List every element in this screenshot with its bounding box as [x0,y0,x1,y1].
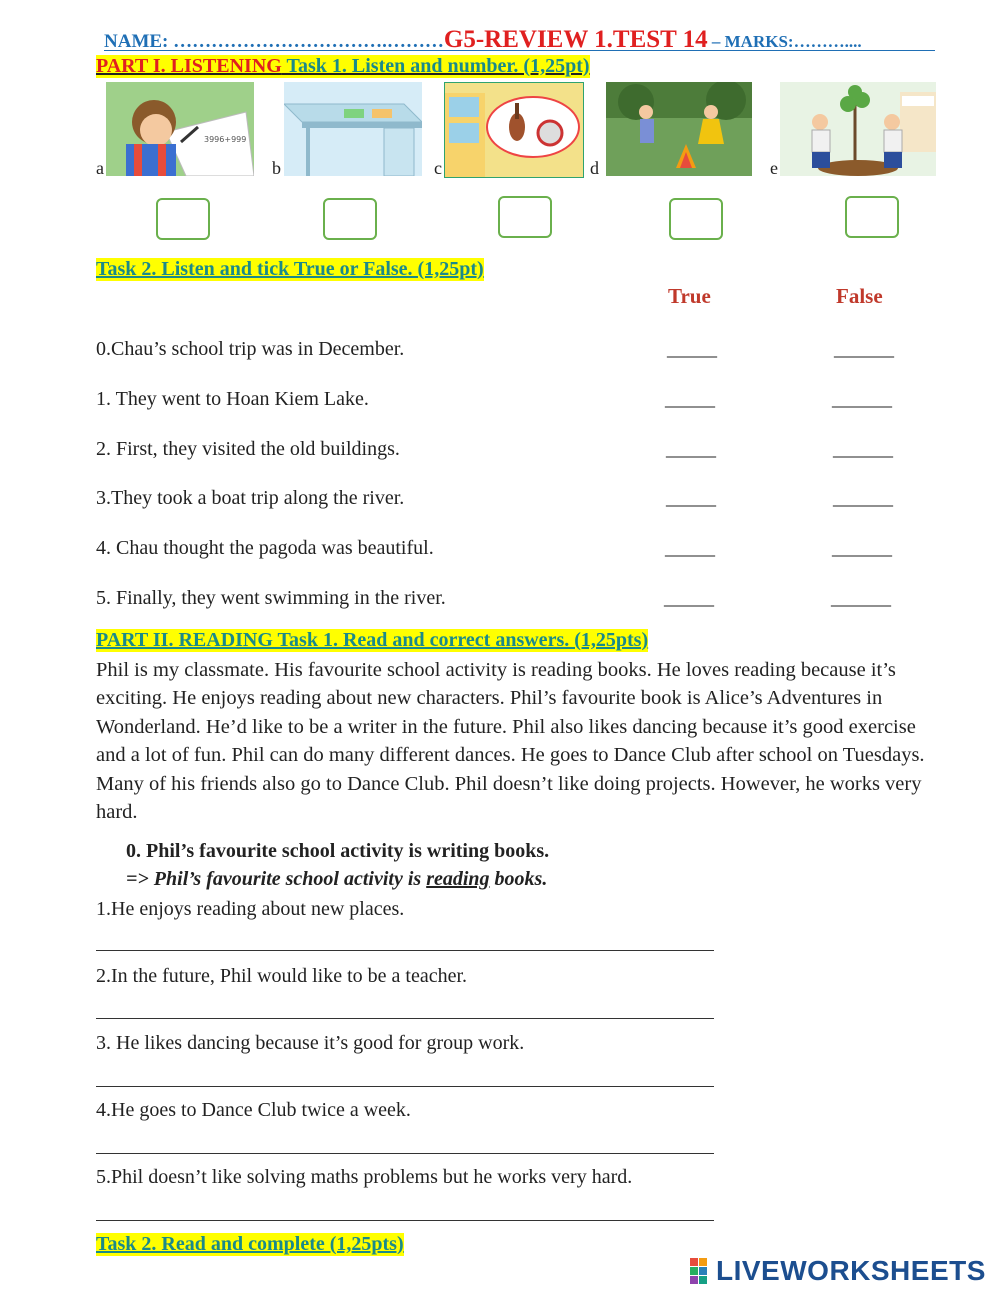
answer-line-3[interactable] [96,1066,714,1087]
example-question: 0. Phil’s favourite school activity is writing books. [126,840,550,862]
header-underline [104,50,935,51]
false-blank-0[interactable]: ______ [834,338,894,360]
svg-text:3996+999: 3996+999 [204,135,247,144]
answer-box-e[interactable] [845,196,899,238]
example-answer-word: reading [426,868,490,890]
picture-label-b: b [272,158,281,178]
picture-label-d: d [590,158,599,178]
true-blank-3[interactable]: _____ [666,487,716,509]
false-blank-2[interactable]: ______ [833,438,893,460]
picture-desk [284,82,422,176]
liveworksheets-logo [690,1256,986,1286]
part1-heading [96,55,590,78]
question-3: 3. He likes dancing because it’s good for group work. [96,1032,525,1054]
task1-title: Task 1. Listen and number. (1,25pt) [281,55,590,77]
false-blank-3[interactable]: ______ [833,487,893,509]
true-blank-0[interactable]: _____ [667,338,717,360]
task2-reading-title: Task 2. Read and complete (1,25pts) [96,1233,404,1255]
answer-line-2[interactable] [96,998,714,1019]
statement-1: 1. They went to Hoan Kiem Lake. [96,388,369,410]
true-blank-1[interactable]: _____ [665,388,715,410]
answer-box-d[interactable] [669,198,723,240]
picture-boy-writing [106,82,254,176]
answer-line-5[interactable] [96,1200,714,1221]
question-4: 4.He goes to Dance Club twice a week. [96,1099,411,1121]
answer-box-a[interactable] [156,198,210,240]
answer-box-b[interactable] [323,198,377,240]
example-answer-prefix: => Phil’s favourite school activity is [126,868,427,890]
true-column-header: True [668,284,711,308]
example-answer-suffix: books. [489,868,548,890]
false-column-header: False [836,284,883,308]
part2-heading: PART II. READING Task 1. Read and correct answers. (1,25pts) [96,629,649,651]
picture-label-e: e [770,158,778,178]
false-blank-5[interactable]: ______ [831,587,891,609]
reading-passage: Phil is my classmate. His favourite school activity is reading books. He loves reading because it’s exciting. He enjoys reading about new characters. Phil’s favourite book is Alice’s Adventures in Wonderland. He’d like to be a writer in the future. Phil also likes dancing because it’s good exercise and a lot of fun. Phil can do many different dances. He goes to Dance Club after school on Tuesdays. Many of his friends also go to Dance Club. Phil doesn’t like doing projects. However, he works very hard. [96,659,925,824]
true-blank-2[interactable]: _____ [666,438,716,460]
statement-4: 4. Chau thought the pagoda was beautiful. [96,537,434,559]
true-blank-4[interactable]: _____ [665,537,715,559]
marks-label: – MARKS:……….... [707,32,862,51]
answer-box-c[interactable] [498,196,552,238]
picture-label-c: c [434,158,442,178]
question-5: 5.Phil doesn’t like solving maths problems but he works very hard. [96,1166,633,1188]
question-2: 2.In the future, Phil would like to be a teacher. [96,965,468,987]
false-blank-4[interactable]: ______ [832,537,892,559]
example-answer [126,868,547,891]
logo-text: LIVEWORKSHEETS [716,1255,986,1286]
answer-line-1[interactable] [96,930,714,951]
statement-2: 2. First, they visited the old buildings. [96,438,400,460]
logo-icon [690,1258,716,1284]
answer-line-4[interactable] [96,1133,714,1154]
task2-listening-title: Task 2. Listen and tick True or False. (1,25pt) [96,258,484,280]
part1-title: PART I. LISTENING [96,55,282,77]
question-1: 1.He enjoys reading about new places. [96,898,405,920]
false-blank-1[interactable]: ______ [832,388,892,410]
picture-label-a: a [96,158,104,178]
picture-boys-planting-tree [780,82,936,176]
true-blank-5[interactable]: _____ [664,587,714,609]
statement-3: 3.They took a boat trip along the river. [96,487,405,509]
name-label: NAME: …………………………….……… [104,31,444,52]
picture-children-campfire [606,82,752,176]
statement-0: 0.Chau’s school trip was in December. [96,338,405,360]
statement-5: 5. Finally, they went swimming in the river. [96,587,446,609]
picture-music-room [444,82,584,178]
test-title: G5-REVIEW 1.TEST 14 [443,26,708,53]
